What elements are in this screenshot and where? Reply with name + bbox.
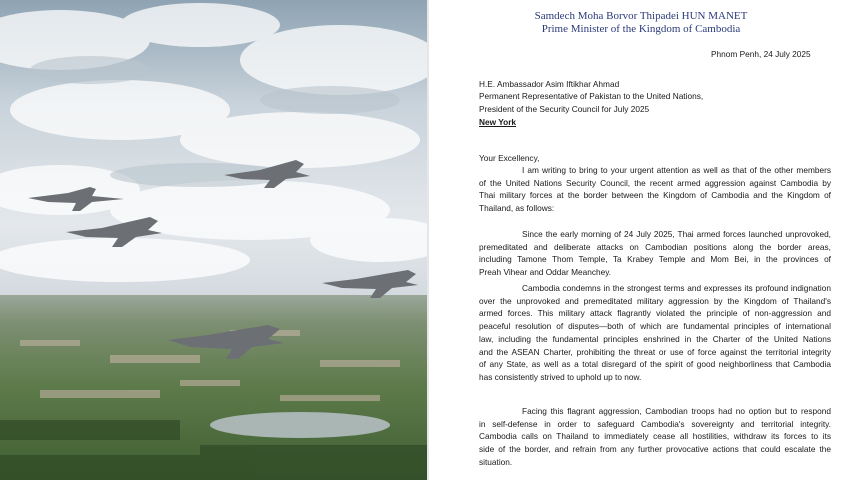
paragraph-line: Thai military forces at the border between the Kingdom of Cambodia and the Kingdom of xyxy=(479,190,831,201)
paragraph-2 xyxy=(479,228,831,279)
paragraph-line: premeditated and deliberate attacks on Cambodian positions along the border areas, xyxy=(479,241,831,252)
paragraph-line: I am writing to bring to your urgent attention as well as that of the other members xyxy=(522,165,831,175)
recipient-office: President of the Security Council for July 2025 xyxy=(479,104,650,114)
paragraph-line: situation. xyxy=(479,456,513,467)
paragraph-line: Thailand, as follows: xyxy=(479,203,555,214)
paragraph-line: Facing this flagrant aggression, Cambodian troops had no option but to respond xyxy=(522,406,831,416)
salutation: Your Excellency, xyxy=(479,153,540,163)
paragraph-3 xyxy=(479,282,831,384)
paragraph-line: has consistently strived to uphold up to now. xyxy=(479,371,642,382)
letter-header-title: Prime Minister of the Kingdom of Cambodia xyxy=(541,23,741,35)
paragraph-line: Cambodia calls on Thailand to immediately cease all hostilities, withdraw its forces to its xyxy=(479,431,831,442)
recipient-role: Permanent Representative of Pakistan to the United Nations, xyxy=(479,91,704,101)
paragraph-line: armed forces. This military attack flagrantly violated the principle of non-aggression and xyxy=(479,308,831,319)
paragraph-1 xyxy=(479,164,831,215)
paragraph-line: and the ASEAN Charter, prohibiting the threat or use of force against the territorial integrity xyxy=(479,346,831,357)
paragraph-line: over the unprovoked and premeditated military aggression by the Kingdom of Thailand's xyxy=(479,295,831,306)
letter-document xyxy=(429,0,853,480)
place-date: Phnom Penh, 24 July 2025 xyxy=(711,49,811,59)
recipient-name: H.E. Ambassador Asim Iftikhar Ahmad xyxy=(479,79,620,89)
letter-header-name: Samdech Moha Borvor Thipadei HUN MANET xyxy=(534,10,748,22)
lake xyxy=(210,412,390,438)
paragraph-line: of the United Nations Security Council, the recent armed aggression against Cambodia by xyxy=(479,177,831,188)
recipient-city: New York xyxy=(479,117,517,127)
paragraph-line: peaceful resolution of disputes—both of which are fundamental principles of international xyxy=(479,321,831,332)
paragraph-line: Preah Vihear and Oddar Meanchey. xyxy=(479,267,612,278)
paragraph-line: Cambodia condemns in the strongest terms and expresses its profound indignation xyxy=(522,283,831,293)
paragraph-line: Since the early morning of 24 July 2025, Thai armed forces launched unprovoked, xyxy=(522,229,831,239)
paragraph-line: side of the border, and refrain from any further provocative actions that could escalate the xyxy=(479,444,831,455)
paragraph-line: in self-defense in order to safeguard Cambodia's sovereignty and territorial integrity. xyxy=(479,418,831,429)
paragraph-line: law, including the fundamental principles enshrined in the Charter of the United Nations xyxy=(479,333,831,344)
paragraph-line: including Tamone Thom Temple, Ta Krabey Temple and Mom Bei, in the provinces of xyxy=(479,254,831,265)
paragraph-4 xyxy=(479,405,831,469)
paragraph-line: of any State, as well as a total disregard of the spirit of good neighborliness that Cambodia xyxy=(479,359,831,370)
